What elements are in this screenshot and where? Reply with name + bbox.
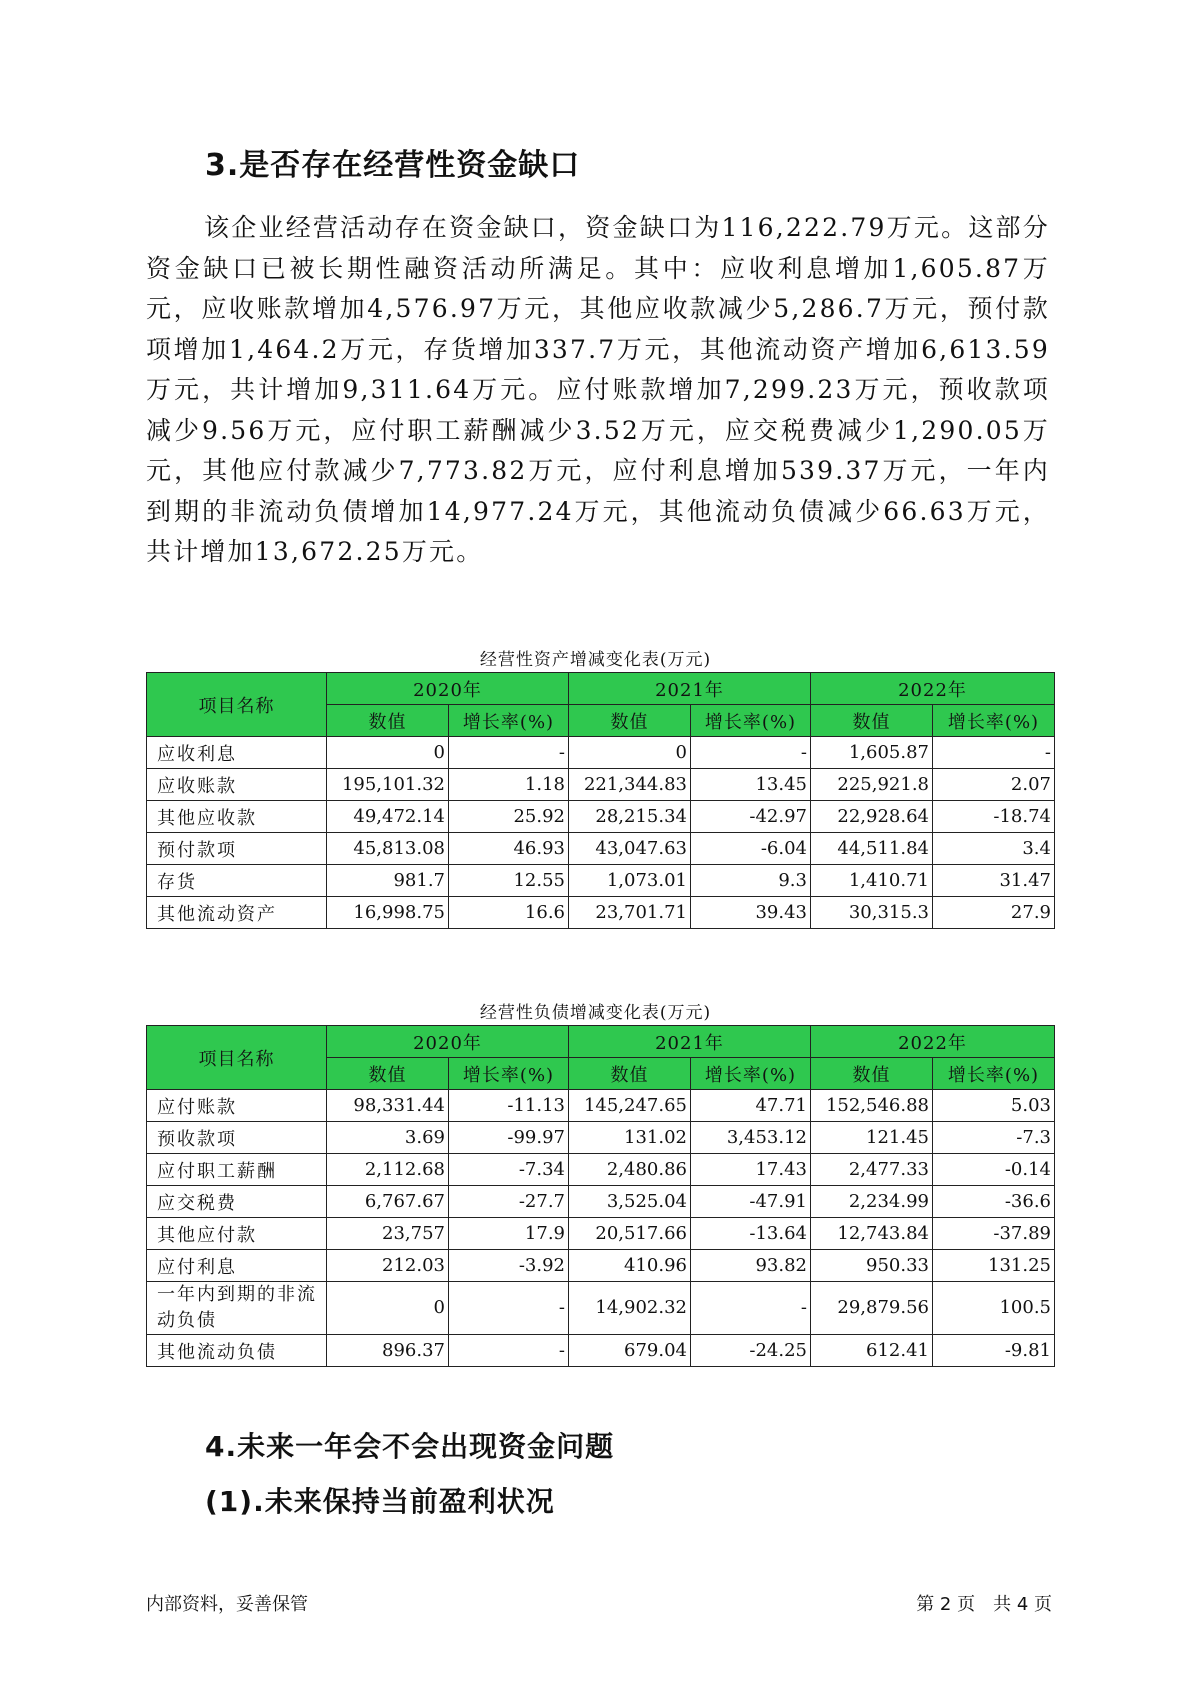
table-cell: 2.07 <box>933 769 1055 801</box>
table-cell: 2,480.86 <box>569 1154 691 1186</box>
table-row <box>147 1154 1055 1186</box>
table-cell: 100.5 <box>933 1282 1055 1335</box>
table-cell: 28,215.34 <box>569 801 691 833</box>
table-cell: -3.92 <box>449 1250 569 1282</box>
body-paragraph: 该企业经营活动存在资金缺口，资金缺口为116,222.79万元。这部分资金缺口已被长期性融资活动所满足。其中：应收利息增加1,605.87万元，应收账款增加4,576.97万元，其他应收款减少5,286.7万元，预付款项增加1,464.2万元，存货增加337.7万元，其他流动资产增加6,613.59万元，共计增加9,311.64万元。应付账款增加7,299.23万元，预收款项减少9.56万元，应付职工薪酬减少3.52万元，应交税费减少1,290.05万元，其他应付款减少7,773.82万元，应付利息增加539.37万元，一年内到期的非流动负债增加14,977.24万元，其他流动负债减少66.63万元，共计增加13,672.25万元。 <box>146 213 1050 566</box>
table-cell: -0.14 <box>933 1154 1055 1186</box>
table-row <box>147 1282 1055 1335</box>
table-cell: 1,073.01 <box>569 865 691 897</box>
table-cell: 145,247.65 <box>569 1090 691 1122</box>
table-cell: -24.25 <box>691 1335 811 1367</box>
table-row <box>147 833 1055 865</box>
table-cell: 39.43 <box>691 897 811 929</box>
year-header: 2022年 <box>811 1026 1055 1058</box>
table-cell: 5.03 <box>933 1090 1055 1122</box>
table-cell: -6.04 <box>691 833 811 865</box>
year-header: 2020年 <box>327 1026 569 1058</box>
table-row <box>147 1122 1055 1154</box>
row-label: 应收账款 <box>147 769 327 801</box>
table-row <box>147 1090 1055 1122</box>
row-label: 应收利息 <box>147 737 327 769</box>
table-cell: 612.41 <box>811 1335 933 1367</box>
table-cell: -7.3 <box>933 1122 1055 1154</box>
row-label: 其他流动资产 <box>147 897 327 929</box>
table-cell: 131.02 <box>569 1122 691 1154</box>
table-cell: 27.9 <box>933 897 1055 929</box>
table-cell: 25.92 <box>449 801 569 833</box>
table-cell: 17.43 <box>691 1154 811 1186</box>
section-heading: 3.是否存在经营性资金缺口 <box>205 148 581 183</box>
table-row <box>147 1335 1055 1367</box>
table-cell: - <box>449 737 569 769</box>
table-cell: 12.55 <box>449 865 569 897</box>
row-label: 其他流动负债 <box>147 1335 327 1367</box>
item-name-header: 项目名称 <box>147 1026 327 1090</box>
table-row <box>147 1250 1055 1282</box>
table-caption-assets: 经营性资产增减变化表(万元) <box>479 650 712 670</box>
table-cell: 9.3 <box>691 865 811 897</box>
table-cell: 410.96 <box>569 1250 691 1282</box>
table-cell: 43,047.63 <box>569 833 691 865</box>
table-cell: 16.6 <box>449 897 569 929</box>
table-cell: 49,472.14 <box>327 801 449 833</box>
table-cell: -99.97 <box>449 1122 569 1154</box>
table-cell: 1,605.87 <box>811 737 933 769</box>
table-row <box>147 1186 1055 1218</box>
table-cell: 98,331.44 <box>327 1090 449 1122</box>
section-heading-4: 4.未来一年会不会出现资金问题 <box>205 1430 615 1463</box>
table-cell: 121.45 <box>811 1122 933 1154</box>
table-cell: 221,344.83 <box>569 769 691 801</box>
table-cell: - <box>691 1282 811 1335</box>
assets-table <box>146 672 1055 929</box>
table-cell: - <box>449 1335 569 1367</box>
liabilities-table <box>146 1025 1055 1367</box>
table-cell: 2,234.99 <box>811 1186 933 1218</box>
table-cell: 14,902.32 <box>569 1282 691 1335</box>
growth-rate-subheader: 增长率(%) <box>691 705 811 737</box>
row-label: 应付利息 <box>147 1250 327 1282</box>
row-label: 预付款项 <box>147 833 327 865</box>
table-cell: 131.25 <box>933 1250 1055 1282</box>
year-header: 2021年 <box>569 1026 811 1058</box>
row-label: 其他应收款 <box>147 801 327 833</box>
table-cell: 23,701.71 <box>569 897 691 929</box>
table-row <box>147 769 1055 801</box>
value-subheader: 数值 <box>811 1058 933 1090</box>
table-cell: 12,743.84 <box>811 1218 933 1250</box>
row-label: 其他应付款 <box>147 1218 327 1250</box>
table-cell: 29,879.56 <box>811 1282 933 1335</box>
value-subheader: 数值 <box>569 1058 691 1090</box>
table-cell: 13.45 <box>691 769 811 801</box>
table-cell: 3,453.12 <box>691 1122 811 1154</box>
table-row <box>147 865 1055 897</box>
table-cell: -37.89 <box>933 1218 1055 1250</box>
table-cell: 3.69 <box>327 1122 449 1154</box>
growth-rate-subheader: 增长率(%) <box>933 705 1055 737</box>
table-cell: 679.04 <box>569 1335 691 1367</box>
table-cell: - <box>691 737 811 769</box>
table-cell: 225,921.8 <box>811 769 933 801</box>
table-cell: 212.03 <box>327 1250 449 1282</box>
table-cell: 22,928.64 <box>811 801 933 833</box>
growth-rate-subheader: 增长率(%) <box>449 1058 569 1090</box>
growth-rate-subheader: 增长率(%) <box>691 1058 811 1090</box>
footer-page-number: 第 2 页 共 4 页 <box>916 1594 1052 1615</box>
table-row <box>147 737 1055 769</box>
row-label: 应交税费 <box>147 1186 327 1218</box>
table-caption-liabilities: 经营性负债增减变化表(万元) <box>479 1003 712 1023</box>
table-cell: 30,315.3 <box>811 897 933 929</box>
table-cell: 152,546.88 <box>811 1090 933 1122</box>
table-cell: 981.7 <box>327 865 449 897</box>
table-cell: 31.47 <box>933 865 1055 897</box>
table-cell: - <box>449 1282 569 1335</box>
value-subheader: 数值 <box>327 1058 449 1090</box>
table-cell: -9.81 <box>933 1335 1055 1367</box>
footer-confidential: 内部资料，妥善保管 <box>146 1594 308 1615</box>
table-cell: -11.13 <box>449 1090 569 1122</box>
table-cell: 2,477.33 <box>811 1154 933 1186</box>
table-row <box>147 897 1055 929</box>
value-subheader: 数值 <box>811 705 933 737</box>
table-cell: -13.64 <box>691 1218 811 1250</box>
table-cell: 45,813.08 <box>327 833 449 865</box>
table-cell: 23,757 <box>327 1218 449 1250</box>
table-cell: 0 <box>327 1282 449 1335</box>
table-cell: 17.9 <box>449 1218 569 1250</box>
table-cell: -36.6 <box>933 1186 1055 1218</box>
subsection-heading: (1).未来保持当前盈利状况 <box>205 1485 555 1518</box>
year-header: 2021年 <box>569 673 811 705</box>
table-cell: 896.37 <box>327 1335 449 1367</box>
table-row <box>147 801 1055 833</box>
table-cell: -7.34 <box>449 1154 569 1186</box>
table-cell: 3.4 <box>933 833 1055 865</box>
table-cell: 47.71 <box>691 1090 811 1122</box>
table-cell: 44,511.84 <box>811 833 933 865</box>
table-cell: 950.33 <box>811 1250 933 1282</box>
table-row <box>147 1218 1055 1250</box>
table-cell: 16,998.75 <box>327 897 449 929</box>
growth-rate-subheader: 增长率(%) <box>449 705 569 737</box>
row-label: 应付职工薪酬 <box>147 1154 327 1186</box>
year-header: 2022年 <box>811 673 1055 705</box>
table-cell: 2,112.68 <box>327 1154 449 1186</box>
item-name-header: 项目名称 <box>147 673 327 737</box>
table-cell: 0 <box>569 737 691 769</box>
value-subheader: 数值 <box>569 705 691 737</box>
value-subheader: 数值 <box>327 705 449 737</box>
table-cell: 3,525.04 <box>569 1186 691 1218</box>
table-cell: -18.74 <box>933 801 1055 833</box>
table-cell: 1.18 <box>449 769 569 801</box>
table-cell: 0 <box>327 737 449 769</box>
row-label: 应付账款 <box>147 1090 327 1122</box>
table-cell: 20,517.66 <box>569 1218 691 1250</box>
table-cell: -42.97 <box>691 801 811 833</box>
year-header: 2020年 <box>327 673 569 705</box>
table-cell: - <box>933 737 1055 769</box>
table-cell: 195,101.32 <box>327 769 449 801</box>
table-cell: 1,410.71 <box>811 865 933 897</box>
row-label: 存货 <box>147 865 327 897</box>
table-cell: -47.91 <box>691 1186 811 1218</box>
row-label: 一年内到期的非流动负债 <box>147 1282 327 1335</box>
table-cell: -27.7 <box>449 1186 569 1218</box>
table-cell: 6,767.67 <box>327 1186 449 1218</box>
growth-rate-subheader: 增长率(%) <box>933 1058 1055 1090</box>
table-cell: 46.93 <box>449 833 569 865</box>
row-label: 预收款项 <box>147 1122 327 1154</box>
table-cell: 93.82 <box>691 1250 811 1282</box>
